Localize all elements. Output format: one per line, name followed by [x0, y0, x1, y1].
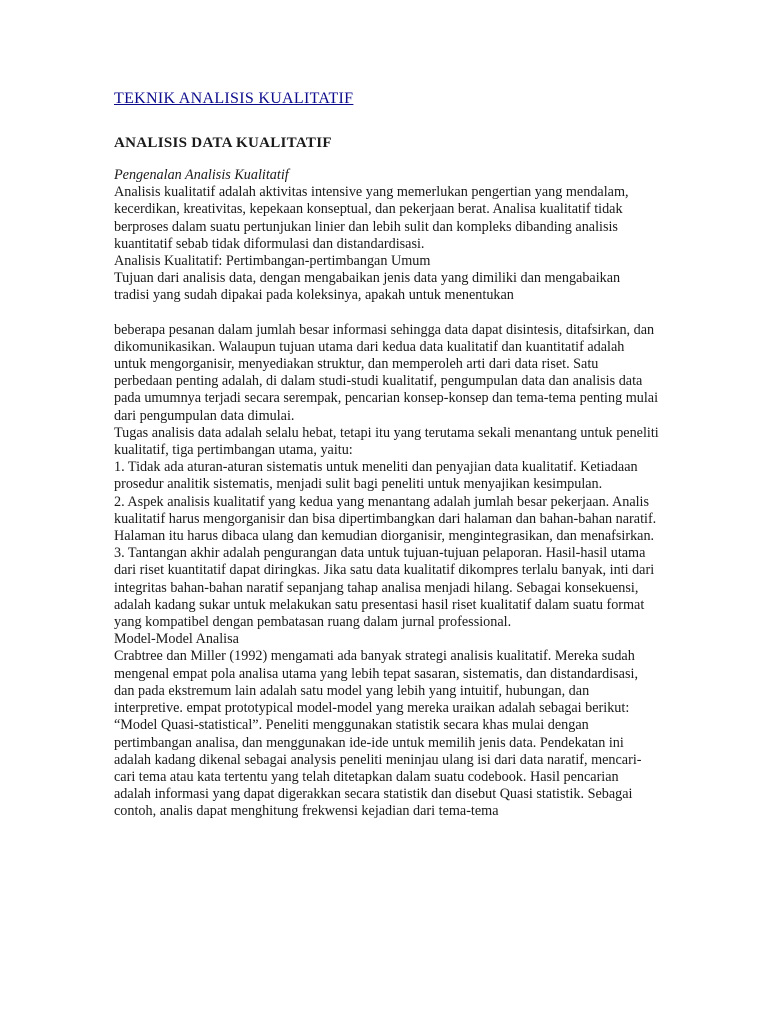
document-page	[114, 90, 659, 821]
subheading-pertimbangan: Analisis Kualitatif: Pertimbangan-pertimbangan Umum	[114, 253, 431, 270]
list-item: 2. Aspek analisis kualitatif yang kedua yang menantang adalah jumlah besar pekerjaan. Analis kualitatif harus mengorganisir dan bisa dipertimbangkan dari halaman dan bahan-bahan naratif. Halaman itu harus dibaca ulang dan kemudian diorganisir, mengintegrasikan, dan menafsirkan.	[114, 493, 657, 545]
list-item: 1. Tidak ada aturan-aturan sistematis untuk meneliti dan penyajian data kualitatif. Ketiadaan prosedur analitik sistematis, menjadi sulit bagi peneliti untuk menyajikan kesimpulan.	[114, 459, 638, 493]
paragraph-gap	[114, 305, 659, 322]
paragraph: beberapa pesanan dalam jumlah besar informasi sehingga data dapat disintesis, ditafsirkan, dan dikomunikasikan. Walaupun tujuan utama dari kedua data kualitatif dan kuantitatif adalah untuk mengorganisir, menyediakan struktur, dan memperoleh arti dari data riset. Satu perbedaan penting adalah, di dalam studi-studi kualitatif, pengumpulan data dan analisis data pada umumnya terjadi secara serempak, pencarian konsep-konsep dan tema-tema penting mulai dari pengumpulan data dimulai.	[114, 321, 659, 424]
paragraph: Analisis kualitatif adalah aktivitas intensive yang memerlukan pengertian yang mendalam, kecerdikan, kreativitas, kepekaan konseptual, dan pekerjaan berat. Analisa kualitatif tidak berproses dalam suatu pertunjukan linier dan lebih sulit dan kompleks dibanding analisis kuantitatif sebab tidak diformulasi dan distandardisasi.	[114, 184, 629, 252]
document-title-link[interactable]: TEKNIK ANALISIS KUALITATIF	[114, 90, 354, 107]
section-heading: ANALISIS DATA KUALITATIF	[114, 135, 332, 151]
subheading-pengenalan: Pengenalan Analisis Kualitatif	[114, 167, 289, 183]
document-body	[114, 167, 659, 821]
subheading-model: Model-Model Analisa	[114, 631, 239, 648]
paragraph: Crabtree dan Miller (1992) mengamati ada banyak strategi analisis kualitatif. Mereka sudah mengenal empat pola analisa utama yang lebih tepat sasaran, sistematis, dan distandardisasi, dan pada ekstremum lain adalah satu model yang lebih yang intuitif, hubungan, dan interpretive. empat prototypical model-model yang mereka uraikan adalah sebagai berikut:	[114, 648, 638, 717]
list-item: 3. Tantangan akhir adalah pengurangan data untuk tujuan-tujuan pelaporan. Hasil-hasil utama dari riset kuantitatif dapat diringkas. Jika satu data kualitatif dikompres terlalu banyak, inti dari integritas bahan-bahan naratif sepanjang tahap analisa menjadi hilang. Sebagai konsekuensi, adalah kadang sukar untuk melakukan satu presentasi hasil riset kualitatif dalam suatu format yang kompatibel dengan pembatasan ruang dalam jurnal professional.	[114, 545, 655, 631]
paragraph: “Model Quasi-statistical”. Peneliti menggunakan statistik secara khas mulai dengan pertimbangan analisa, dan menggunakan ide-ide untuk memilih jenis data. Pendekatan ini adalah kadang dikenal sebagai analysis peneliti meninjau ulang isi dari data naratif, mencari-cari tema atau kata tertentu yang telah ditetapkan dalam suatu codebook. Hasil pencarian adalah informasi yang dapat digerakkan secara statistik dan disebut Quasi statistik. Sebagai contoh, analis dapat menghitung frekwensi kejadian dari tema-tema	[114, 717, 642, 820]
paragraph: Tugas analisis data adalah selalu hebat, tetapi itu yang terutama sekali menantang untuk peneliti kualitatif, tiga pertimbangan utama, yaitu:	[114, 424, 659, 459]
paragraph: Tujuan dari analisis data, dengan mengabaikan jenis data yang dimiliki dan mengabaikan tradisi yang sudah dipakai pada koleksinya, apakah untuk menentukan	[114, 270, 621, 304]
